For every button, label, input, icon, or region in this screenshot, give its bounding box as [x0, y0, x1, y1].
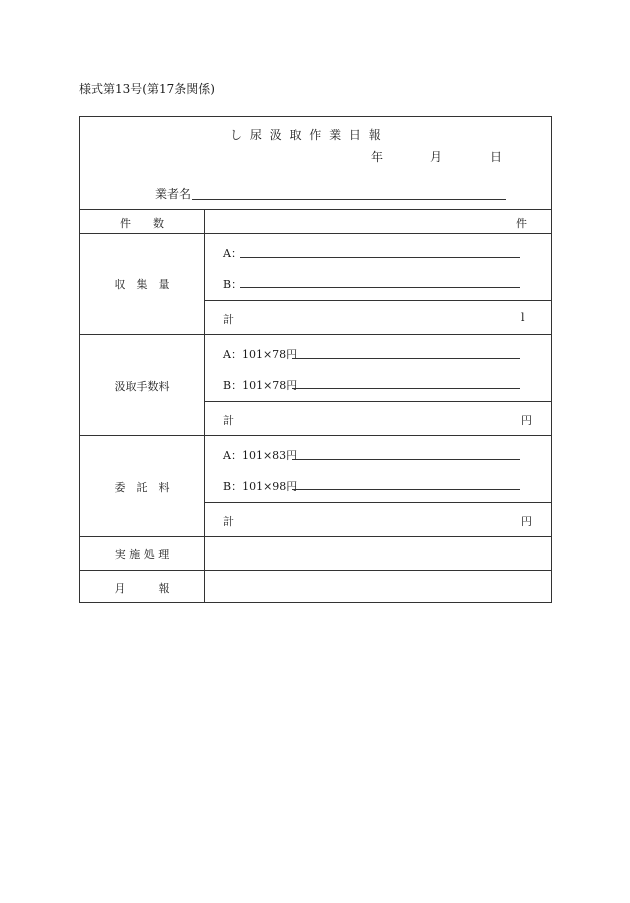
date-month-label: 月 [430, 150, 443, 164]
divider-implementation [80, 570, 551, 571]
divider-label-column [204, 209, 205, 602]
collection-total-label: 計 [223, 313, 234, 326]
divider-count [80, 233, 551, 234]
commission-b-prefix: B：101×98円 [223, 480, 298, 493]
handling-fee-a-field[interactable] [292, 358, 520, 359]
handling-fee-label: 汲取手数料 [114, 380, 170, 393]
divider-collection-total [204, 300, 551, 301]
divider-collection [80, 334, 551, 335]
collection-a-field[interactable] [240, 257, 520, 258]
commission-a-prefix: A：101×83円 [223, 449, 298, 462]
handling-fee-total-unit: 円 [521, 414, 532, 427]
date-year-label: 年 [371, 150, 384, 164]
commission-b-field[interactable] [292, 489, 520, 490]
count-label: 件 数 [120, 217, 164, 230]
divider-handling-total [204, 401, 551, 402]
divider-commission [80, 536, 551, 537]
commission-total-unit: 円 [521, 515, 532, 528]
commission-label: 委 託 料 [114, 481, 170, 494]
report-title: し 尿 汲 取 作 業 日 報 [230, 128, 383, 142]
handling-fee-b-prefix: B：101×78円 [223, 379, 298, 392]
operator-name-label: 業者名 [155, 187, 192, 201]
divider-handling [80, 435, 551, 436]
monthly-report-label: 月 報 [114, 582, 170, 595]
handling-fee-a-prefix: A：101×78円 [223, 348, 298, 361]
form-number: 様式第13号(第17条関係) [79, 82, 215, 96]
report-sheet [79, 116, 552, 603]
commission-total-label: 計 [223, 515, 234, 528]
collection-total-unit: l [521, 311, 525, 324]
divider-commission-total [204, 502, 551, 503]
implementation-label: 実 施 処 理 [114, 548, 170, 561]
divider-header [80, 209, 551, 210]
commission-a-field[interactable] [292, 459, 520, 460]
operator-name-field[interactable] [192, 199, 506, 200]
date-day-label: 日 [490, 150, 503, 164]
count-unit: 件 [516, 217, 527, 230]
collection-b-field[interactable] [240, 287, 520, 288]
collection-label: 収 集 量 [114, 278, 170, 291]
collection-a-prefix: A： [223, 247, 242, 260]
collection-b-prefix: B： [223, 278, 243, 291]
handling-fee-total-label: 計 [223, 414, 234, 427]
handling-fee-b-field[interactable] [292, 388, 520, 389]
